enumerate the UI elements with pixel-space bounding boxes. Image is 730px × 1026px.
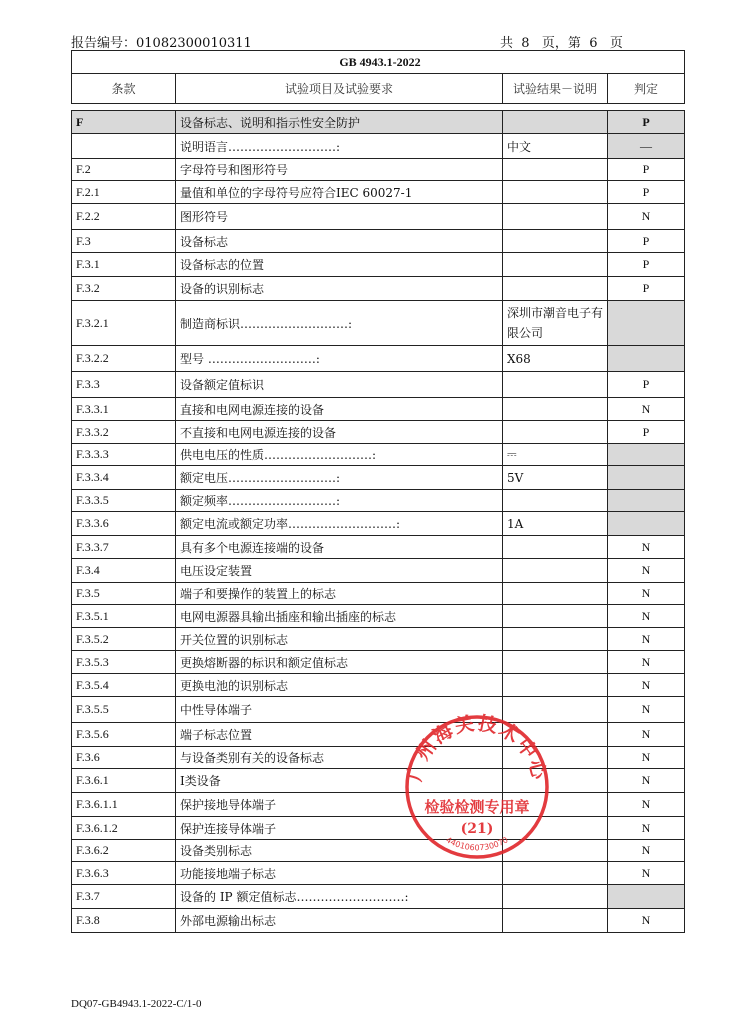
verdict-cell (608, 301, 685, 346)
verdict-cell: P (608, 111, 685, 134)
requirement-cell: 功能接地端子标志 (176, 862, 503, 885)
table-row (72, 840, 685, 862)
result-cell (503, 230, 608, 253)
verdict-cell: P (608, 372, 685, 398)
clause-cell: F.3.5.5 (72, 697, 176, 723)
clause-cell: F.3.6.2 (72, 840, 176, 862)
verdict-cell: N (608, 583, 685, 605)
result-cell (503, 747, 608, 769)
stamp-top-text: 广州海关技术中心 (403, 712, 551, 784)
requirement-cell: 外部电源输出标志 (176, 909, 503, 933)
requirement-cell: 电网电源器具输出插座和输出插座的标志 (176, 605, 503, 628)
clause-cell: F.3.3.2 (72, 421, 176, 444)
clause-cell: F.3.1 (72, 253, 176, 277)
requirement-cell: 图形符号 (176, 204, 503, 230)
table-row (72, 885, 685, 909)
clause-cell: F.3.2.2 (72, 346, 176, 372)
col-header-result: 试验结果－说明 (503, 74, 608, 104)
clause-cell: F.3.5.2 (72, 628, 176, 651)
table-row (72, 421, 685, 444)
result-cell (503, 840, 608, 862)
verdict-cell: N (608, 605, 685, 628)
requirement-cell: Ⅰ类设备 (176, 769, 503, 793)
verdict-cell (608, 346, 685, 372)
table-row (72, 651, 685, 674)
clause-cell: F.3.3.7 (72, 536, 176, 559)
result-cell (503, 909, 608, 933)
requirement-cell: 设备标志、说明和指示性安全防护 (176, 111, 503, 134)
requirement-cell: 电压设定装置 (176, 559, 503, 583)
verdict-cell: N (608, 674, 685, 697)
table-row (72, 398, 685, 421)
result-cell (503, 817, 608, 840)
table-title: GB 4943.1-2022 (72, 51, 685, 74)
requirement-cell: 设备额定值标识 (176, 372, 503, 398)
verdict-cell (608, 512, 685, 536)
requirement-cell: 字母符号和图形符号 (176, 159, 503, 181)
requirement-cell: 开关位置的识别标志 (176, 628, 503, 651)
table-row (72, 512, 685, 536)
result-cell (503, 490, 608, 512)
clause-cell: F.3.2.1 (72, 301, 176, 346)
page-info: 共 8 页，第 6 页 (500, 36, 623, 51)
clause-cell: F.3.5.6 (72, 723, 176, 747)
verdict-cell (608, 444, 685, 466)
table-row (72, 181, 685, 204)
stamp-serial: 4401060730070 (444, 835, 510, 853)
footer-code: DQ07-GB4943.1-2022-C/1-0 (71, 998, 202, 1010)
table-row (72, 793, 685, 817)
verdict-cell: N (608, 628, 685, 651)
table-row (72, 346, 685, 372)
requirement-cell: 直接和电网电源连接的设备 (176, 398, 503, 421)
verdict-cell: N (608, 769, 685, 793)
table-row (72, 536, 685, 559)
col-header-item: 试验项目及试验要求 (176, 74, 503, 104)
table-row (72, 862, 685, 885)
clause-cell: F.2.1 (72, 181, 176, 204)
clause-cell: F.3.6.1 (72, 769, 176, 793)
result-cell (503, 885, 608, 909)
requirement-cell: 与设备类别有关的设备标志 (176, 747, 503, 769)
table-row (72, 769, 685, 793)
result-cell (503, 559, 608, 583)
result-cell (503, 651, 608, 674)
result-cell (503, 253, 608, 277)
table-row (72, 909, 685, 933)
clause-cell: F.3.5.1 (72, 605, 176, 628)
table-row (72, 628, 685, 651)
clause-cell: F.3.3.5 (72, 490, 176, 512)
result-cell (503, 674, 608, 697)
clause-cell: F.3.3.4 (72, 466, 176, 490)
result-cell (503, 628, 608, 651)
result-cell: ⎓ (503, 444, 608, 466)
result-cell (503, 723, 608, 747)
verdict-cell (608, 885, 685, 909)
result-cell (503, 793, 608, 817)
result-cell: 中文 (503, 134, 608, 159)
table-row (72, 583, 685, 605)
result-cell (503, 862, 608, 885)
result-cell: 深圳市潮音电子有限公司 (503, 301, 608, 346)
clause-cell: F.3.3 (72, 372, 176, 398)
table-row (72, 674, 685, 697)
requirement-cell: 设备的识别标志 (176, 277, 503, 301)
verdict-cell: P (608, 181, 685, 204)
requirement-cell: 更换电池的识别标志 (176, 674, 503, 697)
result-cell (503, 181, 608, 204)
requirement-cell: 端子标志位置 (176, 723, 503, 747)
verdict-cell: N (608, 909, 685, 933)
table-row (72, 466, 685, 490)
verdict-cell: N (608, 817, 685, 840)
clause-cell: F.3.6 (72, 747, 176, 769)
result-cell: X68 (503, 346, 608, 372)
result-cell (503, 697, 608, 723)
result-cell: 5V (503, 466, 608, 490)
verdict-cell: — (608, 134, 685, 159)
col-header-clause: 条款 (72, 74, 176, 104)
clause-cell: F.3.3.3 (72, 444, 176, 466)
verdict-cell: P (608, 159, 685, 181)
verdict-cell: N (608, 559, 685, 583)
section-row (72, 111, 685, 134)
clause-cell: F.3.5.3 (72, 651, 176, 674)
clause-cell: F.3.8 (72, 909, 176, 933)
requirement-cell: 更换熔断器的标识和额定值标志 (176, 651, 503, 674)
requirement-cell: 设备标志 (176, 230, 503, 253)
col-header-verdict: 判定 (608, 74, 685, 104)
result-cell (503, 605, 608, 628)
clause-cell: F.3.3.6 (72, 512, 176, 536)
result-cell (503, 111, 608, 134)
result-cell (503, 204, 608, 230)
table-row (72, 277, 685, 301)
clause-cell: F.3.4 (72, 559, 176, 583)
verdict-cell: N (608, 840, 685, 862)
verdict-cell: N (608, 651, 685, 674)
requirement-cell: 不直接和电网电源连接的设备 (176, 421, 503, 444)
clause-cell: F.3.7 (72, 885, 176, 909)
table-row (72, 372, 685, 398)
clause-cell: F.3.6.3 (72, 862, 176, 885)
verdict-cell: N (608, 793, 685, 817)
result-cell (503, 769, 608, 793)
verdict-cell: N (608, 862, 685, 885)
table-row (72, 559, 685, 583)
clause-table (71, 110, 685, 933)
requirement-cell: 保护接地导体端子 (176, 793, 503, 817)
clause-cell (72, 134, 176, 159)
clause-cell: F (72, 111, 176, 134)
verdict-cell: P (608, 230, 685, 253)
clause-cell: F.2 (72, 159, 176, 181)
verdict-cell: P (608, 421, 685, 444)
requirement-cell: 制造商标识………………………: (176, 301, 503, 346)
result-cell (503, 421, 608, 444)
table-row (72, 253, 685, 277)
clause-cell: F.2.2 (72, 204, 176, 230)
table-row (72, 817, 685, 840)
clause-cell: F.3.5 (72, 583, 176, 605)
requirement-cell: 量值和单位的字母符号应符合IEC 60027-1 (176, 181, 503, 204)
verdict-cell (608, 466, 685, 490)
table-row (72, 697, 685, 723)
table-row (72, 230, 685, 253)
verdict-cell: P (608, 277, 685, 301)
clause-cell: F.3 (72, 230, 176, 253)
verdict-cell: N (608, 536, 685, 559)
table-row (72, 605, 685, 628)
requirement-cell: 型号 ………………………: (176, 346, 503, 372)
clause-cell: F.3.6.1.2 (72, 817, 176, 840)
requirement-cell: 具有多个电源连接端的设备 (176, 536, 503, 559)
verdict-cell: N (608, 747, 685, 769)
table-row (72, 204, 685, 230)
clause-cell: F.3.3.1 (72, 398, 176, 421)
table-header (71, 50, 685, 104)
table-row (72, 490, 685, 512)
stamp-number: (21) (460, 821, 494, 837)
table-row (72, 134, 685, 159)
verdict-cell: N (608, 398, 685, 421)
result-cell (503, 372, 608, 398)
verdict-cell: N (608, 723, 685, 747)
table-row (72, 723, 685, 747)
verdict-cell: N (608, 204, 685, 230)
requirement-cell: 保护连接导体端子 (176, 817, 503, 840)
requirement-cell: 设备标志的位置 (176, 253, 503, 277)
clause-cell: F.3.5.4 (72, 674, 176, 697)
verdict-cell (608, 490, 685, 512)
table-row (72, 159, 685, 181)
requirement-cell: 额定电流或额定功率………………………: (176, 512, 503, 536)
result-cell (503, 159, 608, 181)
table-row (72, 301, 685, 346)
table-row (72, 747, 685, 769)
result-cell (503, 277, 608, 301)
stamp-middle-text: 检验检测专用章 (424, 798, 530, 816)
clause-cell: F.3.6.1.1 (72, 793, 176, 817)
requirement-cell: 额定电压………………………: (176, 466, 503, 490)
table-row (72, 444, 685, 466)
result-cell (503, 398, 608, 421)
requirement-cell: 额定频率………………………: (176, 490, 503, 512)
requirement-cell: 说明语言………………………: (176, 134, 503, 159)
clause-cell: F.3.2 (72, 277, 176, 301)
result-cell (503, 583, 608, 605)
requirement-cell: 设备类别标志 (176, 840, 503, 862)
verdict-cell: N (608, 697, 685, 723)
requirement-cell: 设备的 IP 额定值标志………………………: (176, 885, 503, 909)
verdict-cell: P (608, 253, 685, 277)
requirement-cell: 供电电压的性质………………………: (176, 444, 503, 466)
requirement-cell: 端子和要操作的装置上的标志 (176, 583, 503, 605)
report-number: 报告编号：01082300010311 (71, 36, 252, 51)
requirement-cell: 中性导体端子 (176, 697, 503, 723)
result-cell: 1A (503, 512, 608, 536)
result-cell (503, 536, 608, 559)
